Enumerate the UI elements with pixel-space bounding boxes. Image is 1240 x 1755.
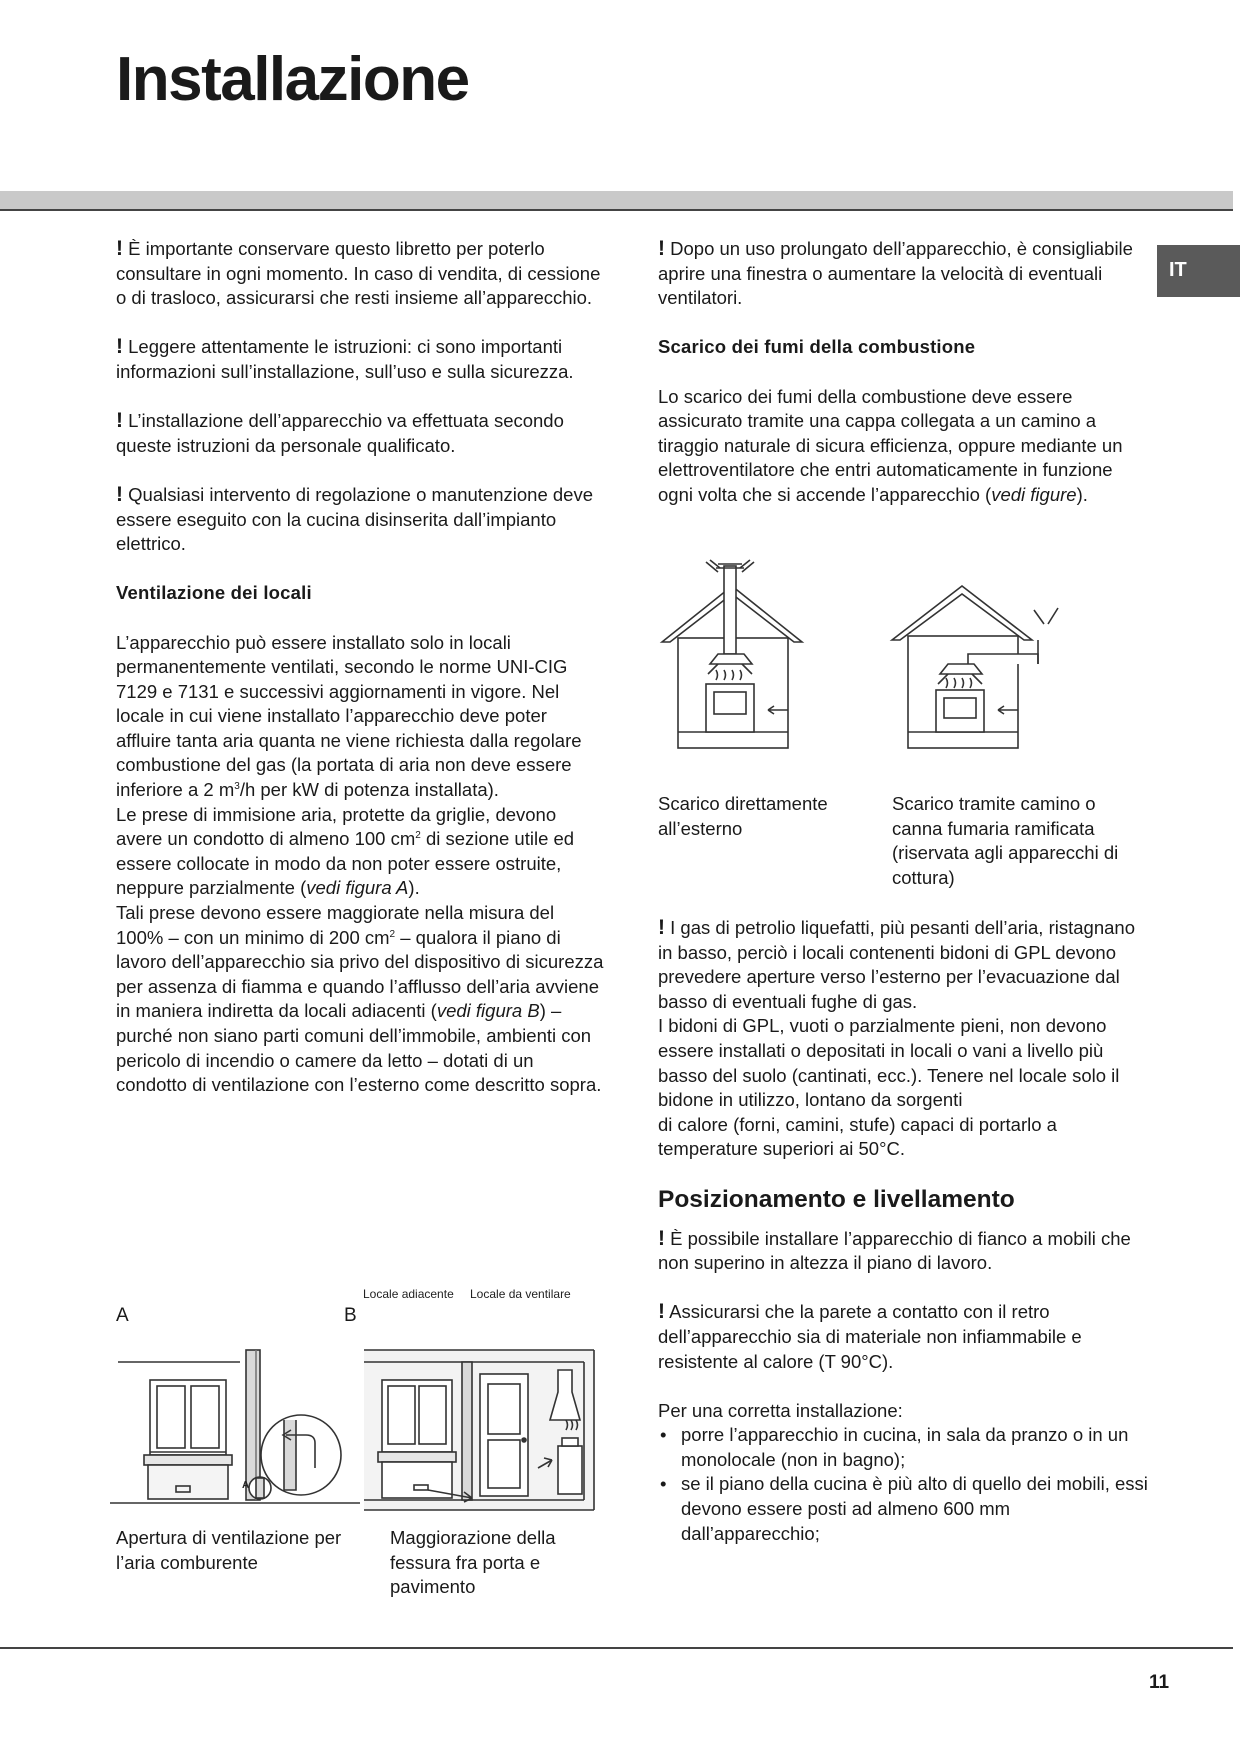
positioning-heading: Posizionamento e livellamento (658, 1185, 1015, 1213)
footer-rule (0, 1647, 1233, 1649)
warning-mark: ! (658, 1226, 665, 1250)
figure-reference: vedi figure (991, 483, 1077, 505)
figure-label-a: A (116, 1305, 129, 1326)
ventilation-paragraph (116, 631, 606, 803)
figure-b-door-gap (362, 1340, 602, 1515)
warning-text: Leggere attentamente le istruzioni: ci sono importanti informazioni sull’installazione, sull’uso e sulla sicurezza. (116, 336, 574, 382)
ventilation-heading: Ventilazione dei locali (116, 582, 312, 604)
warning-text: È importante conservare questo libretto per poterlo consultare in ogni momento. In caso di vendita, di cessione o di trasloco, assicurarsi che resti insieme all’apparecchio. (116, 238, 601, 309)
ventilation-paragraph (116, 803, 606, 901)
figure-chimney-caption: Scarico tramite camino o canna fumaria ramificata (riservata agli apparecchi di cottura) (892, 793, 1119, 888)
warning-text: Assicurarsi che la parete a contatto con il retro dell’apparecchio sia di materiale non infiammabile e resistente al calore (T 90°C). (658, 1301, 1082, 1372)
superscript: 2 (415, 830, 421, 842)
lpg-warning (658, 916, 1148, 1014)
warning-mark: ! (658, 237, 665, 260)
page-title: Installazione (116, 45, 469, 114)
warning-mark: ! (116, 237, 123, 260)
text-run: /h per kW di potenza installata). (239, 779, 499, 801)
lpg-paragraph: di calore (forni, camini, stufe) capaci di portarlo a temperature superiori ai 50°C. (658, 1113, 1057, 1160)
text-run: di sezione utile ed essere collocate in modo da non poter essere ostruite, neppure parzialmente ( (116, 828, 575, 899)
page-number: 11 (1149, 1672, 1170, 1693)
warning-text: Dopo un uso prolungato dell’apparecchio, è consigliabile aprire una finestra o aumentare la velocità di eventuali ventilatori. (658, 238, 1133, 309)
text-run: L’apparecchio può essere installato solo in locali permanentemente ventilati, secondo le norme UNI-CIG 7129 e 7131 e successivi aggiornamenti in vigore. Nel locale in cui viene installato l’apparecchio deve poter affluire tanta aria quanta ne viene richiesta dalla regolare combustione del gas (la portata di aria non deve essere inferiore a 2 m (116, 631, 582, 801)
figure-b-caption: Maggiorazione della fessura fra porta e pavimento (390, 1527, 556, 1598)
figure-direct-exhaust (658, 558, 818, 773)
lpg-paragraph: I bidoni di GPL, vuoti o parzialmente pieni, non devono essere installati o depositati in locali o vani a livello più basso del suolo (cantinati, ecc.). Tenere nel locale solo il bidone in utilizzo, lontano da sorgenti (658, 1015, 1120, 1111)
list-item: • se il piano della cucina è più alto di quello dei mobili, essi devono essere posti ad almeno 600 mm dall’apparecchio; (658, 1472, 1148, 1546)
warning-text: Qualsiasi intervento di regolazione o manutenzione deve essere eseguito con la cucina disinserita dall’impianto elettrico. (116, 483, 593, 555)
text-run: Tali prese devono essere maggiorate nella misura del 100% – con un minimo di 200 cm (116, 902, 555, 948)
superscript: 3 (234, 780, 240, 792)
text-run: ). (408, 877, 420, 899)
left-column (116, 237, 606, 1098)
exhaust-paragraph (658, 385, 1148, 508)
exhaust-heading: Scarico dei fumi della combustione (658, 336, 976, 358)
text-run: – qualora il piano di lavoro dell’apparecchio sia privo del dispositivo di sicurezza per assenza di fiamma e quando l’afflusso dell’aria avviene in maniera indiretta da locali adiacenti ( (116, 926, 604, 1022)
install-intro: Per una corretta installazione: (658, 1399, 903, 1421)
ventilation-paragraph (116, 901, 606, 1098)
text-run: Le prese di immisione aria, protette da griglie, devono avere un condotto di almeno 100 cm (116, 803, 557, 850)
superscript: 2 (389, 928, 396, 940)
warning-text: I gas di petrolio liquefatti, più pesanti dell’aria, ristagnano in basso, perciò i locali contenenti bidoni di GPL devono prevedere aperture verso l’esterno per l’evacuazione dal basso di eventuali fughe di gas. (658, 917, 1135, 1012)
text-run: Lo scarico dei fumi della combustione deve essere assicurato tramite una cappa collegata a un camino a tiraggio naturale di sicura efficienza, oppure mediante un elettroventilatore che entri automaticamente in funzione ogni volta che si accende l’apparecchio ( (658, 385, 1123, 505)
language-tab: IT (1157, 245, 1240, 297)
warning-paragraph (658, 1227, 1148, 1276)
figure-reference: vedi figura A (306, 877, 409, 899)
header-band (0, 191, 1233, 209)
figure-a-ventilation-opening (110, 1340, 360, 1515)
figure-direct-caption: Scarico direttamente all’esterno (658, 793, 828, 839)
figure-reference: vedi figura B (436, 1000, 540, 1022)
warning-mark: ! (116, 482, 123, 506)
right-column-lower (658, 916, 1148, 1546)
warning-mark: ! (658, 1300, 665, 1324)
warning-mark: ! (116, 409, 123, 433)
list-item: • porre l’apparecchio in cucina, in sala da pranzo o in un monolocale (non in bagno); (658, 1423, 1148, 1472)
warning-paragraph (658, 237, 1148, 311)
install-bullet-list (658, 1423, 1148, 1546)
warning-paragraph (658, 1300, 1148, 1374)
right-column (658, 237, 1148, 508)
warning-paragraph (116, 237, 606, 311)
inset-label-a: A (242, 1480, 250, 1491)
figure-label-b: B (344, 1305, 357, 1326)
warning-paragraph (116, 335, 606, 384)
warning-text: L’installazione dell’apparecchio va effettuata secondo queste istruzioni da personale qualificato. (116, 410, 564, 456)
text-run: ). (1076, 483, 1088, 505)
warning-mark: ! (116, 335, 123, 359)
text-run: ) – purché non siano parti comuni dell’immobile, ambienti con pericolo di incendio o camere da letto – dotati di un condotto di ventilazione con l’esterno come descritto sopra. (116, 1000, 602, 1096)
warning-paragraph (116, 483, 606, 557)
figure-a-caption: Apertura di ventilazione per l’aria comburente (116, 1527, 342, 1573)
figure-chimney-exhaust (888, 578, 1063, 773)
warning-mark: ! (658, 916, 665, 939)
warning-text: È possibile installare l’apparecchio di fianco a mobili che non superino in altezza il piano di lavoro. (658, 1227, 1131, 1274)
label-room-to-ventilate: Locale da ventilare (470, 1287, 571, 1301)
header-rule (0, 209, 1233, 211)
warning-paragraph (116, 409, 606, 458)
label-adjacent-room: Locale adiacente (363, 1287, 454, 1301)
